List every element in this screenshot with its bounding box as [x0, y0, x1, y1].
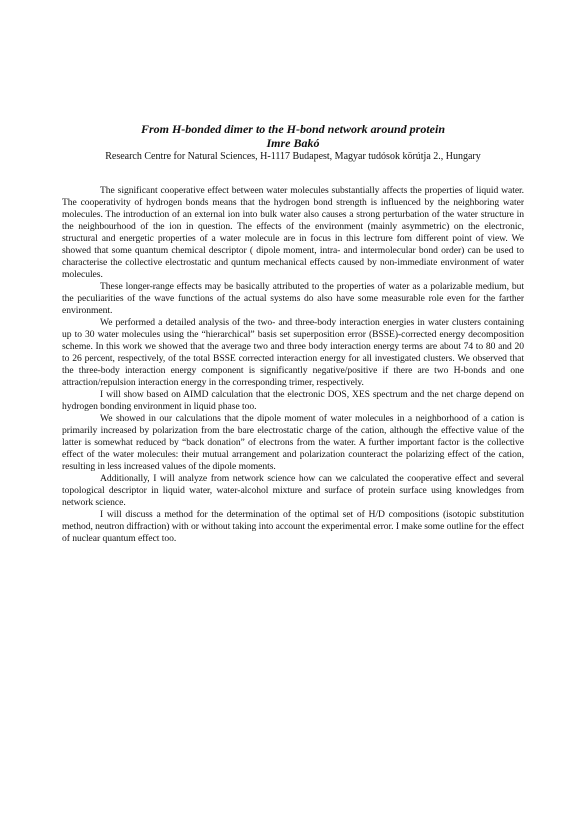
abstract-paragraph: The significant cooperative effect between water molecules substantially affects the properties of liquid water. The cooperativity of hydrogen bonds means that the hydrogen bond strength is influenced by the neighboring water molecules. The introduction of an external ion into bulk water also causes a strong perturbation of the water structure in the neighbourhood of the ion in question. The effects of the environment (mainly asymmetric) on the electronic, structural and energetic properties of a water molecule are in focus in this lectrure fom different point of view. We showed that some quantum chemical descriptor ( dipole moment, intra- and intermolecular bond order) can be used to characterise the collective electrostatic and quntum mechanical effects caused by non-immediate environment of water molecules.	[62, 185, 524, 280]
abstract-paragraph: Additionally, I will analyze from network science how can we calculated the cooperative effect and several topological descriptor in liquid water, water-alcohol mixture and surface of protein surface using knowledges from network science.	[62, 473, 524, 508]
abstract-paragraph: We performed a detailed analysis of the two- and three-body interaction energies in water clusters containing up to 30 water molecules using the “hierarchical” basis set superposition error (BSSE)-corrected energy decomposition scheme. In this work we showed that the average two and three body interaction energy terms are about 74 to 80 and 20 to 26 percent, respectively, of the total BSSE corrected interaction energy for all investigated clusters. We observed that the three-body interaction energy component is significantly negative/positive if there are two H-bonds and one attraction/repulsion interaction energy in the corresponding trimer, respectively.	[62, 317, 524, 388]
abstract-page	[62, 122, 524, 545]
abstract-paragraph: We showed in our calculations that the dipole moment of water molecules in a neighborhood of a cation is primarily increased by polarization from the bare electrostatic charge of the cation, although the effective value of the latter is somewhat reduced by “back donation” of electrons from the water. A further important factor is the collective effect of the water molecules: their mutual arrangement and polarization counteract the polarizing effect of the cation, resulting in less increased values of the dipole moments.	[62, 413, 524, 472]
paper-title: From H-bonded dimer to the H-bond network around protein	[140, 122, 446, 136]
author-affiliation: Research Centre for Natural Sciences, H-1117 Budapest, Magyar tudósok körútja 2., Hungary	[105, 151, 481, 162]
abstract-paragraph: These longer-range effects may be basically attributed to the properties of water as a polarizable medium, but the peculiarities of the wave functions of the actual systems do also have some measurable role even for the farther environment.	[62, 281, 524, 316]
abstract-paragraph: I will discuss a method for the determination of the optimal set of H/D compositions (isotopic substitution method, neutron diffraction) with or without taking into account the experimental error. I make some outline for the effect of nuclear quantum effect too.	[62, 509, 524, 544]
abstract-paragraph: I will show based on AIMD calculation that the electronic DOS, XES spectrum and the net charge depend on hydrogen bonding environment in liquid phase too.	[62, 389, 524, 412]
abstract-body	[62, 185, 524, 545]
author-name: Imre Bakó	[266, 136, 320, 150]
